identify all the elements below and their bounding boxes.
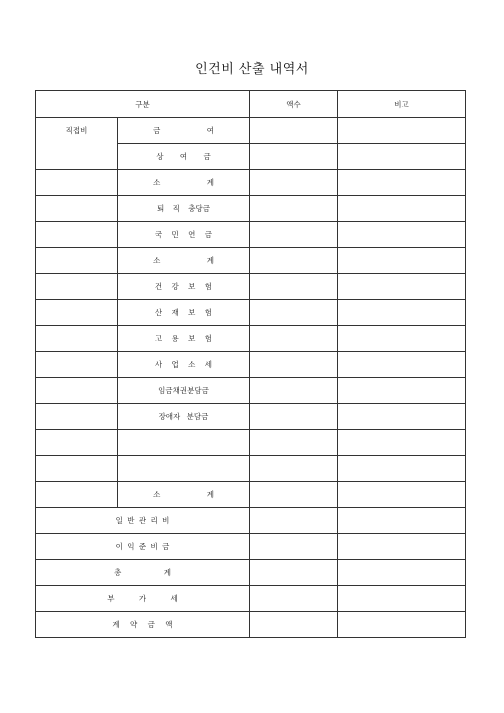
amount-cell[interactable] bbox=[250, 508, 338, 534]
table-row bbox=[36, 378, 466, 404]
amount-cell[interactable] bbox=[250, 534, 338, 560]
amount-cell[interactable] bbox=[250, 482, 338, 508]
table-row bbox=[36, 482, 466, 508]
amount-cell[interactable] bbox=[250, 118, 338, 144]
direct-cost-blank bbox=[36, 144, 118, 170]
table-row bbox=[36, 612, 466, 638]
remarks-cell[interactable] bbox=[338, 430, 466, 456]
table-row bbox=[36, 170, 466, 196]
remarks-cell[interactable] bbox=[338, 612, 466, 638]
remarks-cell[interactable] bbox=[338, 196, 466, 222]
remarks-cell[interactable] bbox=[338, 274, 466, 300]
remarks-cell[interactable] bbox=[338, 326, 466, 352]
direct-cost-blank bbox=[36, 300, 118, 326]
direct-cost-blank bbox=[36, 196, 118, 222]
item-wage-claim-levy: 임금채권분담금 bbox=[118, 378, 250, 404]
header-remarks: 비고 bbox=[338, 91, 466, 118]
item-bonus: 상 여 금 bbox=[118, 144, 250, 170]
table-row bbox=[36, 300, 466, 326]
remarks-cell[interactable] bbox=[338, 456, 466, 482]
item-salary: 금 여 bbox=[118, 118, 250, 144]
header-category: 구분 bbox=[36, 91, 250, 118]
amount-cell[interactable] bbox=[250, 170, 338, 196]
table-row bbox=[36, 352, 466, 378]
item-disability-levy: 장애자 분담금 bbox=[118, 404, 250, 430]
remarks-cell[interactable] bbox=[338, 404, 466, 430]
amount-cell[interactable] bbox=[250, 586, 338, 612]
direct-cost-blank bbox=[36, 378, 118, 404]
item-business-tax: 사 업 소 세 bbox=[118, 352, 250, 378]
summary-total: 총 계 bbox=[36, 560, 250, 586]
table-row bbox=[36, 118, 466, 144]
remarks-cell[interactable] bbox=[338, 118, 466, 144]
item-national-pension: 국 민 연 금 bbox=[118, 222, 250, 248]
item-blank[interactable] bbox=[118, 430, 250, 456]
direct-cost-blank bbox=[36, 274, 118, 300]
item-health-insurance: 건 강 보 험 bbox=[118, 274, 250, 300]
table-row bbox=[36, 144, 466, 170]
amount-cell[interactable] bbox=[250, 352, 338, 378]
summary-vat: 부 가 세 bbox=[36, 586, 250, 612]
amount-cell[interactable] bbox=[250, 326, 338, 352]
table-row bbox=[36, 248, 466, 274]
remarks-cell[interactable] bbox=[338, 170, 466, 196]
direct-cost-blank bbox=[36, 170, 118, 196]
direct-cost-blank bbox=[36, 248, 118, 274]
remarks-cell[interactable] bbox=[338, 248, 466, 274]
table-row bbox=[36, 326, 466, 352]
amount-cell[interactable] bbox=[250, 612, 338, 638]
amount-cell[interactable] bbox=[250, 404, 338, 430]
direct-cost-blank bbox=[36, 222, 118, 248]
header-row bbox=[36, 91, 466, 118]
table-row bbox=[36, 586, 466, 612]
item-severance: 퇴 직 충당금 bbox=[118, 196, 250, 222]
remarks-cell[interactable] bbox=[338, 586, 466, 612]
direct-cost-blank bbox=[36, 430, 118, 456]
table-row bbox=[36, 456, 466, 482]
item-subtotal: 소 계 bbox=[118, 170, 250, 196]
remarks-cell[interactable] bbox=[338, 482, 466, 508]
table-row bbox=[36, 196, 466, 222]
direct-cost-blank bbox=[36, 352, 118, 378]
table-row bbox=[36, 222, 466, 248]
remarks-cell[interactable] bbox=[338, 144, 466, 170]
remarks-cell[interactable] bbox=[338, 508, 466, 534]
item-subtotal: 소 계 bbox=[118, 248, 250, 274]
summary-profit-reserve: 이 익 준 비 금 bbox=[36, 534, 250, 560]
remarks-cell[interactable] bbox=[338, 352, 466, 378]
remarks-cell[interactable] bbox=[338, 378, 466, 404]
amount-cell[interactable] bbox=[250, 222, 338, 248]
amount-cell[interactable] bbox=[250, 430, 338, 456]
table-row bbox=[36, 404, 466, 430]
remarks-cell[interactable] bbox=[338, 560, 466, 586]
document-title: 인건비 산출 내역서 bbox=[195, 62, 309, 77]
amount-cell[interactable] bbox=[250, 300, 338, 326]
direct-cost-blank bbox=[36, 482, 118, 508]
table-row bbox=[36, 534, 466, 560]
remarks-cell[interactable] bbox=[338, 222, 466, 248]
table-row bbox=[36, 274, 466, 300]
remarks-cell[interactable] bbox=[338, 300, 466, 326]
header-amount: 액수 bbox=[250, 91, 338, 118]
direct-cost-blank bbox=[36, 404, 118, 430]
direct-cost-blank bbox=[36, 326, 118, 352]
table-row bbox=[36, 560, 466, 586]
item-blank[interactable] bbox=[118, 456, 250, 482]
summary-contract-amount: 계 약 금 액 bbox=[36, 612, 250, 638]
remarks-cell[interactable] bbox=[338, 534, 466, 560]
amount-cell[interactable] bbox=[250, 560, 338, 586]
item-accident-insurance: 산 재 보 험 bbox=[118, 300, 250, 326]
amount-cell[interactable] bbox=[250, 456, 338, 482]
summary-general-admin: 일 반 관 리 비 bbox=[36, 508, 250, 534]
table-row bbox=[36, 430, 466, 456]
item-employment-insurance: 고 용 보 험 bbox=[118, 326, 250, 352]
amount-cell[interactable] bbox=[250, 248, 338, 274]
amount-cell[interactable] bbox=[250, 196, 338, 222]
direct-cost-label: 직접비 bbox=[36, 118, 118, 144]
item-subtotal: 소 계 bbox=[118, 482, 250, 508]
amount-cell[interactable] bbox=[250, 144, 338, 170]
direct-cost-blank bbox=[36, 456, 118, 482]
table-row bbox=[36, 508, 466, 534]
labor-cost-table bbox=[35, 90, 466, 638]
amount-cell[interactable] bbox=[250, 274, 338, 300]
amount-cell[interactable] bbox=[250, 378, 338, 404]
